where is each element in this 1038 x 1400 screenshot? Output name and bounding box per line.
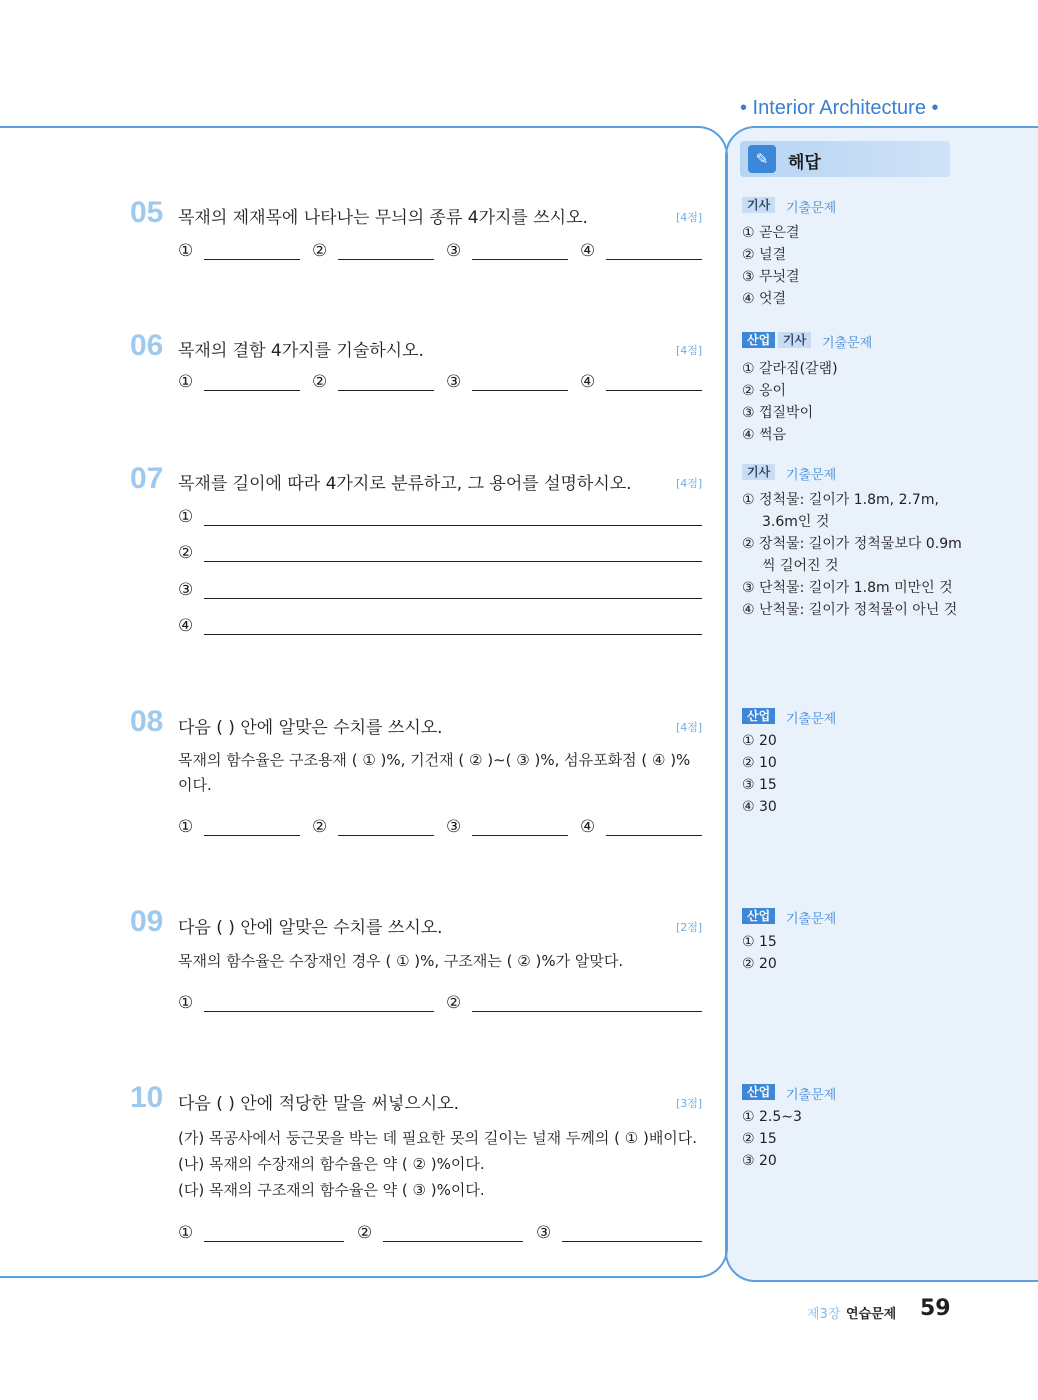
blank-line[interactable] bbox=[204, 598, 702, 599]
question-score: [4점] bbox=[676, 344, 703, 357]
page-number: 59 bbox=[920, 1296, 951, 1321]
blank-label: ② bbox=[312, 817, 328, 837]
blank-label: ① bbox=[178, 372, 194, 392]
answer-item: ④ 썩음 bbox=[742, 427, 787, 443]
answer-tag-label: 기출문제 bbox=[786, 1088, 837, 1103]
blank-label: ③ bbox=[178, 580, 194, 600]
answer-tag-san: 산업 bbox=[742, 708, 775, 724]
blank-label: ① bbox=[178, 1223, 194, 1243]
answer-item: ② 장척물: 길이가 정척물보다 0.9m bbox=[742, 536, 962, 552]
answer-item: ③ 15 bbox=[742, 777, 777, 793]
answer-item: ③ 껍질박이 bbox=[742, 405, 814, 421]
blank-label: ① bbox=[178, 507, 194, 527]
blank-label: ④ bbox=[580, 241, 596, 261]
answer-item: ④ 난척물: 길이가 정척물이 아닌 것 bbox=[742, 602, 958, 618]
blank-line[interactable] bbox=[338, 259, 434, 260]
answer-tag-gisa: 기사 bbox=[778, 332, 811, 348]
blank-label: ③ bbox=[446, 817, 462, 837]
blank-line[interactable] bbox=[204, 1011, 434, 1012]
answer-tag-san: 산업 bbox=[742, 1084, 775, 1100]
answer-tag-gisa: 기사 bbox=[742, 197, 775, 213]
question-body-line: (다) 목재의 구조재의 함수율은 약 ( ③ )%이다. bbox=[178, 1181, 485, 1199]
blank-label: ② bbox=[312, 372, 328, 392]
answer-icon: ✎ bbox=[748, 145, 776, 173]
question-text: 목재의 제재목에 나타나는 무늬의 종류 4가지를 쓰시오. bbox=[178, 208, 588, 228]
blank-line[interactable] bbox=[204, 1241, 344, 1242]
answer-item: ① 2.5∼3 bbox=[742, 1109, 802, 1125]
question-score: [4점] bbox=[676, 211, 703, 224]
answer-item: ③ 무늿결 bbox=[742, 269, 800, 285]
question-score: [4점] bbox=[676, 477, 703, 490]
blank-line[interactable] bbox=[383, 1241, 523, 1242]
answer-item: ① 15 bbox=[742, 934, 777, 950]
footer-title: 연습문제 bbox=[846, 1307, 897, 1322]
blank-label: ② bbox=[312, 241, 328, 261]
blank-line[interactable] bbox=[472, 259, 568, 260]
blank-line[interactable] bbox=[204, 561, 702, 562]
question-score: [3점] bbox=[676, 1097, 703, 1110]
answer-item: 씩 길어진 것 bbox=[762, 558, 839, 574]
question-number: 08 bbox=[130, 705, 164, 738]
answer-tag-label: 기출문제 bbox=[786, 468, 837, 483]
answer-item: ④ 엇결 bbox=[742, 291, 787, 307]
blank-line[interactable] bbox=[204, 634, 702, 635]
question-body-line: 목재의 함수율은 구조용재 ( ① )%, 기건재 ( ② )∼( ③ )%, 섬유포화점 ( ④ )% bbox=[178, 751, 691, 769]
blank-label: ③ bbox=[536, 1223, 552, 1243]
answer-tag-label: 기출문제 bbox=[786, 912, 837, 927]
answer-item: ③ 단척물: 길이가 1.8m 미만인 것 bbox=[742, 580, 953, 596]
blank-label: ① bbox=[178, 817, 194, 837]
blank-line[interactable] bbox=[562, 1241, 702, 1242]
answer-item: ① 정척물: 길이가 1.8m, 2.7m, bbox=[742, 492, 939, 508]
blank-label: ④ bbox=[178, 616, 194, 636]
answer-tag-label: 기출문제 bbox=[786, 201, 837, 216]
answer-item: ① 곧은결 bbox=[742, 225, 800, 241]
blank-label: ② bbox=[446, 993, 462, 1013]
header-title: • Interior Architecture • bbox=[740, 97, 939, 119]
question-body-line: 이다. bbox=[178, 776, 212, 794]
answer-item: ② 20 bbox=[742, 956, 777, 972]
question-score: [4점] bbox=[676, 721, 703, 734]
blank-label: ② bbox=[357, 1223, 373, 1243]
answer-item: ① 20 bbox=[742, 733, 777, 749]
answer-tag-san: 산업 bbox=[742, 332, 775, 348]
blank-label: ③ bbox=[446, 241, 462, 261]
answer-item: ② 10 bbox=[742, 755, 777, 771]
question-body-line: 목재의 함수율은 수장재인 경우 ( ① )%, 구조재는 ( ② )%가 알맞다. bbox=[178, 952, 624, 970]
question-body-line: (가) 목공사에서 둥근못을 박는 데 필요한 못의 길이는 널재 두께의 ( ① )배이다. bbox=[178, 1129, 698, 1147]
question-text: 다음 ( ) 안에 알맞은 수치를 쓰시오. bbox=[178, 918, 443, 938]
question-text: 다음 ( ) 안에 알맞은 수치를 쓰시오. bbox=[178, 718, 443, 738]
answer-item: ② 옹이 bbox=[742, 383, 787, 399]
answer-item: ④ 30 bbox=[742, 799, 777, 815]
blank-line[interactable] bbox=[606, 390, 702, 391]
answer-item: ① 갈라짐(갈램) bbox=[742, 361, 838, 377]
question-number: 07 bbox=[130, 462, 164, 495]
answer-item: 3.6m인 것 bbox=[762, 514, 830, 530]
question-number: 06 bbox=[130, 329, 164, 362]
question-number: 05 bbox=[130, 196, 164, 229]
blank-label: ① bbox=[178, 993, 194, 1013]
blank-line[interactable] bbox=[338, 390, 434, 391]
blank-line[interactable] bbox=[472, 390, 568, 391]
answer-tag-label: 기출문제 bbox=[786, 712, 837, 727]
answer-tag-gisa: 기사 bbox=[742, 464, 775, 480]
blank-label: ① bbox=[178, 241, 194, 261]
blank-line[interactable] bbox=[606, 259, 702, 260]
answer-heading-text: 해답 bbox=[788, 153, 821, 173]
answer-tag-san: 산업 bbox=[742, 908, 775, 924]
answer-tag-label: 기출문제 bbox=[822, 336, 873, 351]
question-number: 10 bbox=[130, 1081, 164, 1114]
blank-line[interactable] bbox=[338, 835, 434, 836]
answer-item: ② 15 bbox=[742, 1131, 777, 1147]
answer-heading bbox=[740, 141, 950, 177]
question-body-line: (나) 목재의 수장재의 함수율은 약 ( ② )%이다. bbox=[178, 1155, 485, 1173]
blank-line[interactable] bbox=[204, 525, 702, 526]
blank-line[interactable] bbox=[204, 259, 300, 260]
footer-chapter: 제3장 bbox=[807, 1307, 841, 1322]
blank-line[interactable] bbox=[472, 835, 568, 836]
blank-label: ④ bbox=[580, 817, 596, 837]
question-score: [2점] bbox=[676, 921, 703, 934]
question-text: 목재의 결함 4가지를 기술하시오. bbox=[178, 341, 424, 361]
question-text: 다음 ( ) 안에 적당한 말을 써넣으시오. bbox=[178, 1094, 459, 1114]
blank-label: ② bbox=[178, 543, 194, 563]
answer-item: ② 널결 bbox=[742, 247, 787, 263]
blank-line[interactable] bbox=[472, 1011, 702, 1012]
blank-label: ③ bbox=[446, 372, 462, 392]
blank-line[interactable] bbox=[204, 390, 300, 391]
blank-line[interactable] bbox=[204, 835, 300, 836]
blank-line[interactable] bbox=[606, 835, 702, 836]
answer-item: ③ 20 bbox=[742, 1153, 777, 1169]
question-number: 09 bbox=[130, 905, 164, 938]
question-text: 목재를 길이에 따라 4가지로 분류하고, 그 용어를 설명하시오. bbox=[178, 474, 632, 494]
blank-label: ④ bbox=[580, 372, 596, 392]
